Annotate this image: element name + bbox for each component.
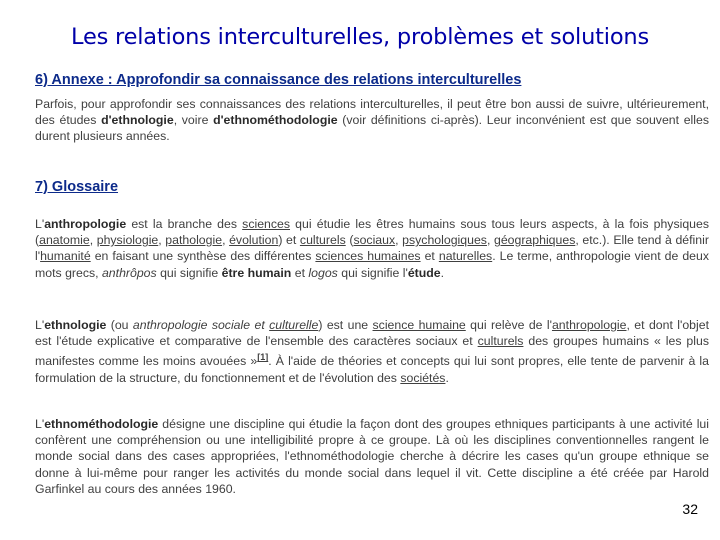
link-evolution[interactable]: évolution — [229, 233, 279, 248]
glossaire-heading[interactable]: 7) Glossaire — [35, 179, 119, 195]
link-science-humaine[interactable]: science humaine — [372, 318, 466, 332]
footnote-ref[interactable]: [1] — [257, 352, 269, 363]
link-culturelle[interactable]: culturelle — [269, 318, 319, 332]
ethnomethodologie-paragraph: L'ethnométhodologie désigne une discipline qui étudie la façon dont des groupes ethniques participants à une activité lui confèrent une compréhension ou une intelligibilité propre à ce groupe. Là où les disciplines conventionnelles rangent le monde social dans des cases appropriées, l'ethnométhodologie cherche à décrire les cases qu'un groupe ethnique se donne à lui-même pour ranger les activités du monde social dans lequel il vit. Cette discipline a été créée par Harold Garfinkel au cours des années 1960. — [35, 417, 709, 496]
link-pathologie[interactable]: pathologie — [165, 233, 223, 248]
page-number: 32 — [682, 501, 698, 517]
term-anthropologie: anthropologie — [44, 217, 127, 231]
link-societes[interactable]: sociétés — [400, 370, 446, 385]
link-physiologie[interactable]: physiologie — [96, 233, 159, 248]
link-geographiques[interactable]: géographiques — [493, 233, 576, 248]
annexe-paragraph: Parfois, pour approfondir ses connaissances des relations interculturelles, il peut être bon aussi de suivre, ultérieurement, des études d'ethnologie, voire d'ethnométhodologie (voir définitions ci-après). Leur inconvénient est que souvent elles durent plusieurs années. — [35, 97, 709, 144]
anthropologie-paragraph: L'anthropologie est la branche des sciences qui étudie les êtres humains sous tous leurs aspects, à la fois physiques (anatomie, physiologie, pathologie, évolution) et culturels (sociaux, psychologiques, géographiques, etc.). Elle tend à définir l'humanité en faisant une synthèse des différentes sciences humaines et naturelles. Le terme, anthropologie vient de deux mots grecs, anthrôpos qui signifie être humain et logos qui signifie l'étude. — [35, 217, 710, 280]
term-ethnologie: d'ethnologie — [101, 113, 174, 128]
link-culturels-2[interactable]: culturels — [477, 334, 524, 349]
link-anatomie[interactable]: anatomie — [39, 233, 90, 248]
term-ethnomethodologie-def: ethnométhodologie — [44, 417, 159, 431]
link-psychologiques[interactable]: psychologiques — [402, 233, 487, 248]
link-naturelles[interactable]: naturelles — [438, 249, 493, 264]
link-culturels[interactable]: culturels — [299, 233, 346, 248]
link-anthropologie[interactable]: anthropologie — [551, 318, 627, 332]
slide-title: Les relations interculturelles, problèmes et solutions — [71, 24, 649, 50]
link-sociaux[interactable]: sociaux — [353, 233, 396, 248]
term-ethnologie-def: ethnologie — [44, 318, 107, 332]
link-sciences-humaines[interactable]: sciences humaines — [315, 249, 421, 264]
annexe-heading[interactable]: 6) Annexe : Approfondir sa connaissance des relations interculturelles — [35, 72, 522, 88]
ethnologie-paragraph: L'ethnologie (ou anthropologie sociale et culturelle) est une science humaine qui relève de l'anthropologie, et dont l'objet est l'étude explicative et comparative de l'ensemble des caractères sociaux et culturels des groupes humains « les plus manifestes comme les moins avouées »[1]. À l'aide de théories et concepts qui lui sont propres, elle tente de parvenir à la formulation de la structure, du fonctionnement et de l'évolution des sociétés. — [35, 318, 710, 385]
term-ethnomethodologie: d'ethnométhodologie — [213, 113, 338, 128]
link-humanite[interactable]: humanité — [40, 249, 91, 264]
link-sciences[interactable]: sciences — [242, 217, 291, 231]
